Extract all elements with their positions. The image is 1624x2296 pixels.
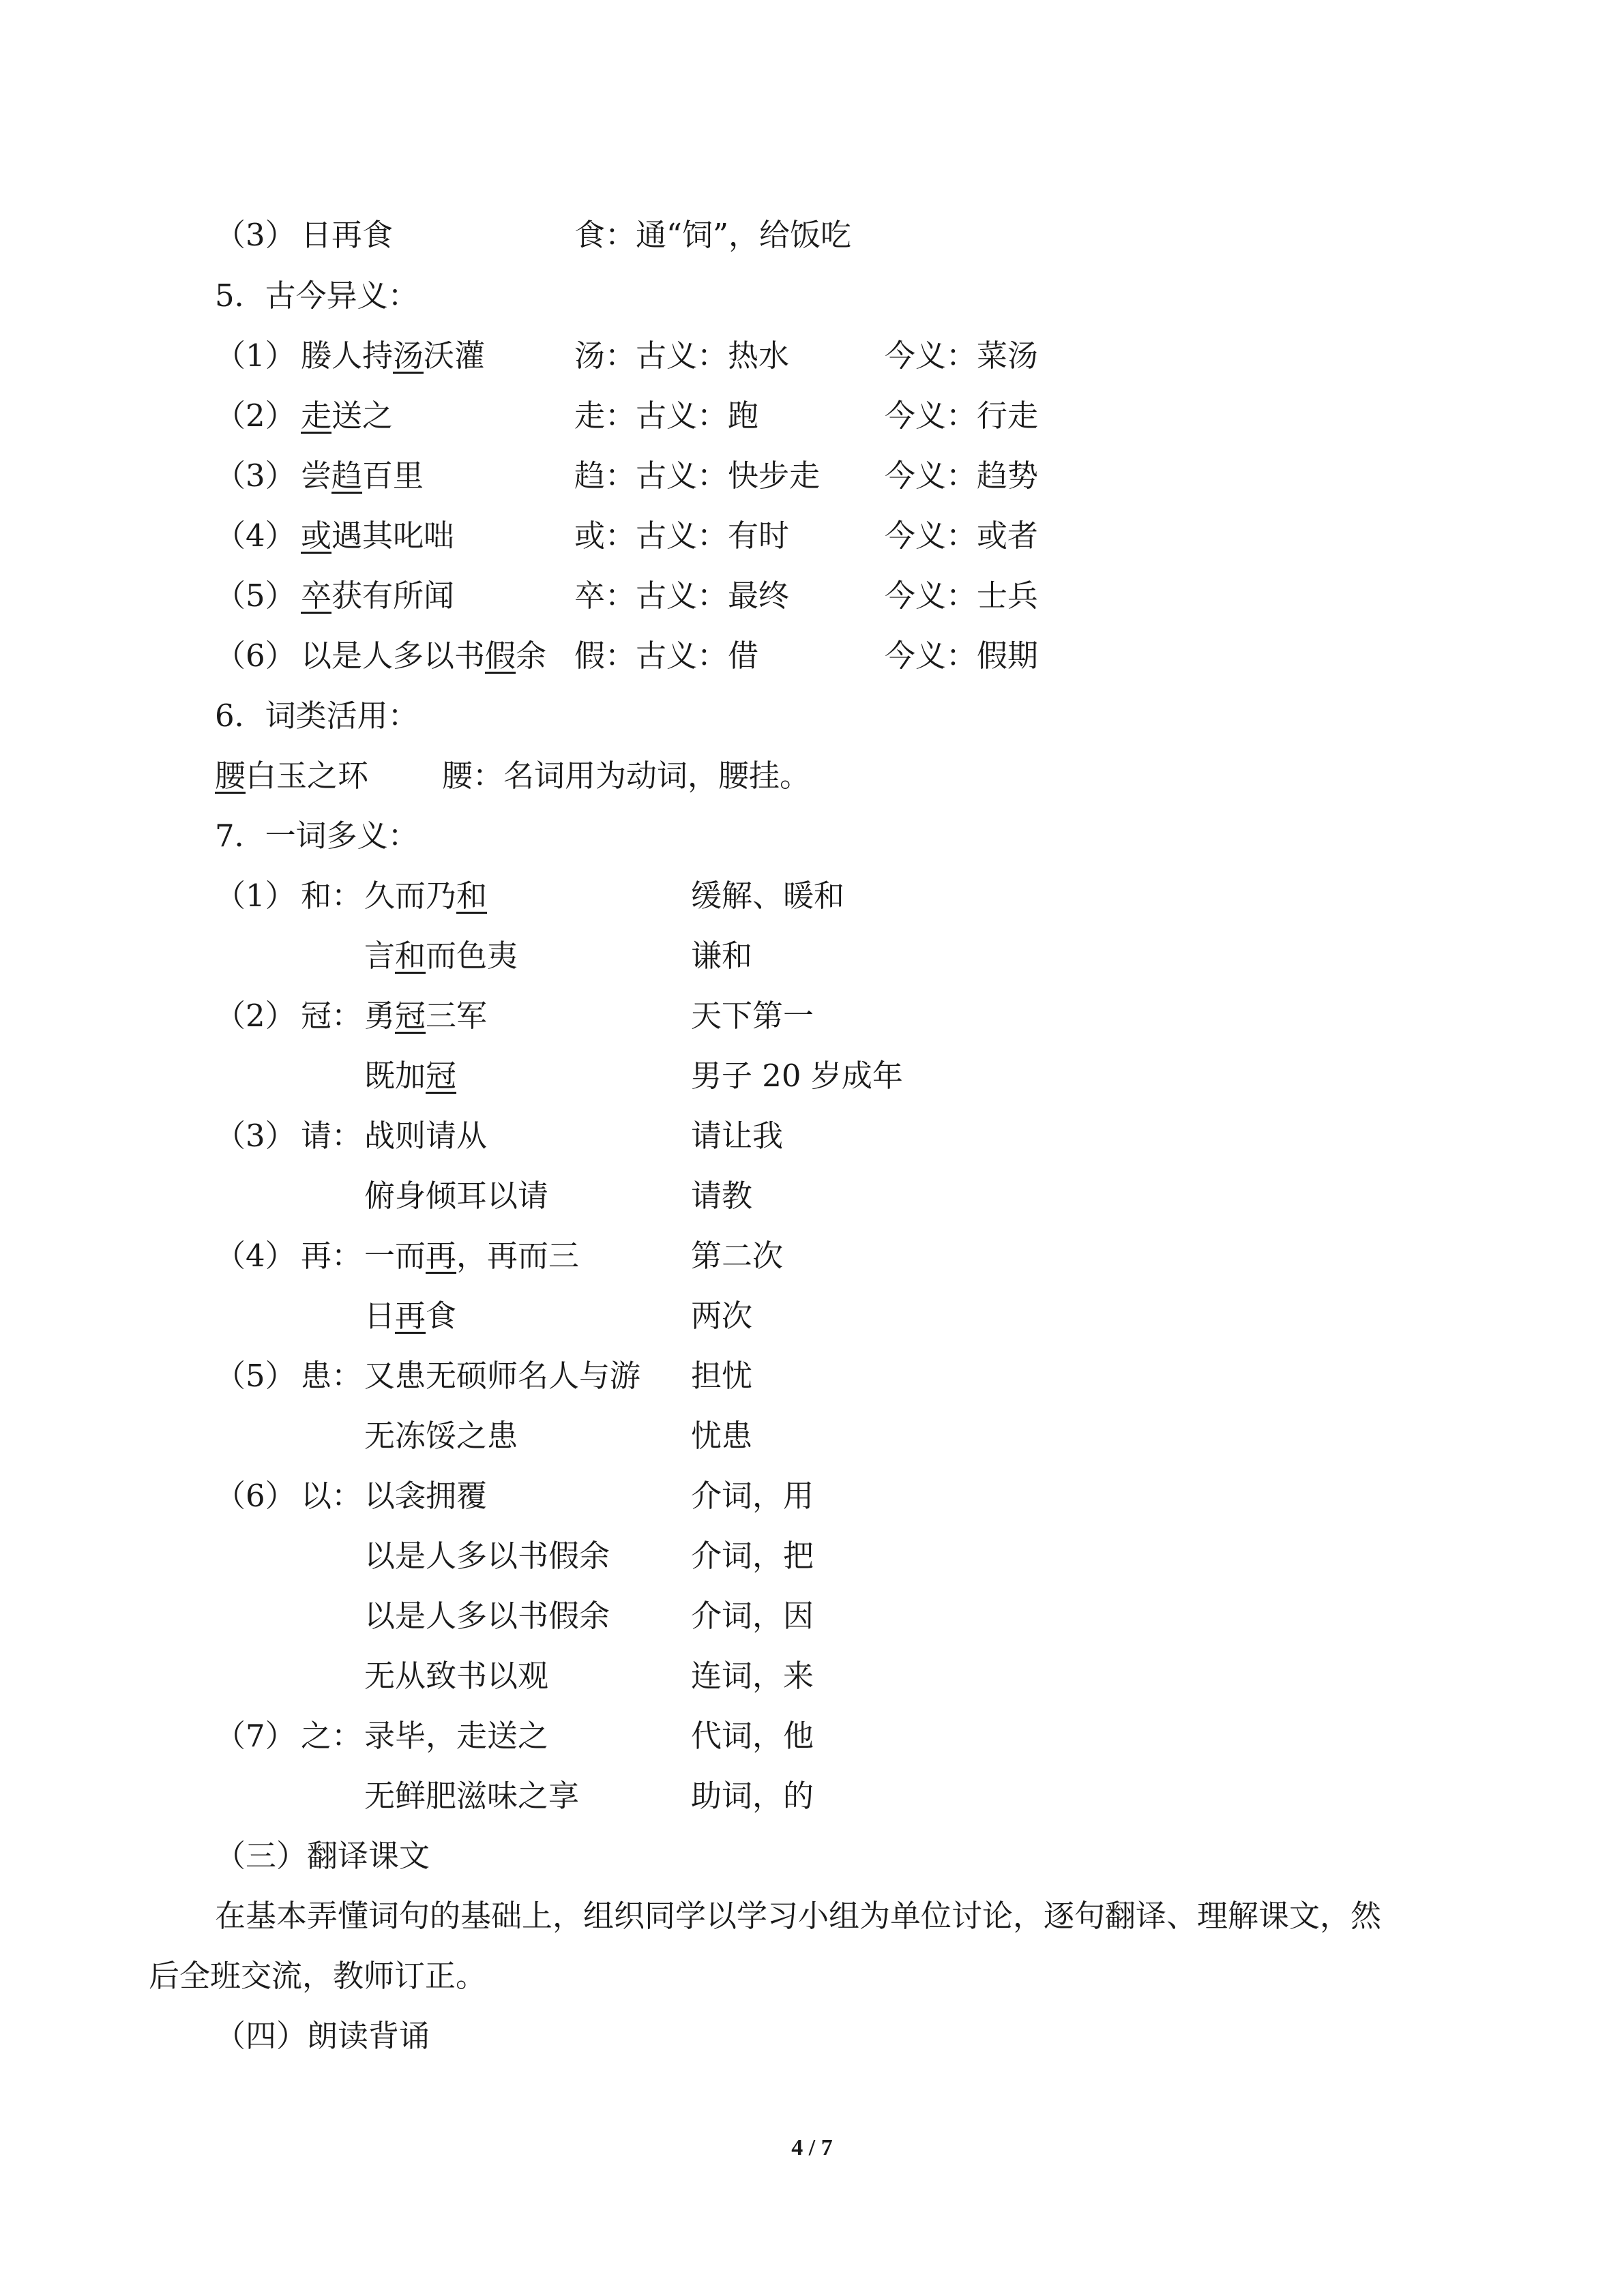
polysemy-row: [0, 936, 1624, 976]
meaning: 请让我: [691, 1118, 784, 1154]
item-index: （5）: [215, 1358, 296, 1394]
page-number: 4 / 7: [791, 2135, 833, 2160]
ancient-meaning: 或：古义：有时: [574, 518, 790, 554]
underlined-word: 冠: [395, 998, 426, 1034]
item-index: （2）: [215, 398, 296, 434]
underlined-word: 再: [395, 1298, 426, 1334]
example-sentence: 以是人多以书假余: [364, 1598, 610, 1634]
section5-row: [0, 396, 1624, 436]
example-sentence: 以是人多以书假余: [301, 638, 547, 674]
part3-heading: （三）翻译课文: [215, 1838, 430, 1874]
polysemy-row: [0, 1236, 1624, 1277]
meaning: 两次: [691, 1298, 753, 1334]
item-index: （3）: [215, 458, 296, 494]
section6-heading: 6．词类活用：: [215, 698, 419, 734]
polysemy-word: 请：: [301, 1118, 363, 1154]
example-sentence: 卒获有所闻: [301, 578, 455, 614]
example-sentence: 又患无硕师名人与游: [364, 1358, 641, 1394]
item-index: （7）: [215, 1718, 296, 1754]
modern-meaning: 今义：假期: [885, 638, 1039, 674]
polysemy-row: [0, 876, 1624, 916]
item-index: （5）: [215, 578, 296, 614]
ancient-meaning: 假：古义：借: [574, 638, 759, 674]
polysemy-word: 之：: [301, 1718, 363, 1754]
modern-meaning: 今义：行走: [885, 398, 1039, 434]
underlined-word: 和: [395, 938, 426, 974]
section5-row: [0, 636, 1624, 676]
polysemy-row: [0, 1416, 1624, 1457]
example-sentence: 战则请从: [364, 1118, 488, 1154]
meaning: 第二次: [691, 1238, 784, 1274]
polysemy-row: [0, 1056, 1624, 1097]
example-sentence: 日再食: [301, 217, 394, 253]
example-sentence: 尝趋百里: [301, 458, 424, 494]
polysemy-word: 患：: [301, 1358, 363, 1394]
item-index: （4）: [215, 1238, 296, 1274]
polysemy-row: [0, 1656, 1624, 1697]
polysemy-row: [0, 1596, 1624, 1637]
example-sentence: 腰白玉之环: [215, 758, 369, 794]
meaning: 缓解、暖和: [691, 878, 845, 914]
part4-heading: （四）朗读背诵: [215, 2018, 430, 2054]
section5-row: [0, 576, 1624, 616]
polysemy-row: [0, 1776, 1624, 1817]
polysemy-word: 以：: [301, 1478, 363, 1514]
polysemy-row: [0, 996, 1624, 1037]
polysemy-word: 再：: [301, 1238, 363, 1274]
underlined-word: 假: [485, 638, 516, 674]
underlined-word: 趋: [331, 458, 363, 494]
section6-row: [0, 756, 1624, 796]
example-sentence: 走送之: [301, 398, 394, 434]
meaning: 连词，来: [691, 1658, 814, 1694]
example-sentence: 或遇其叱咄: [301, 518, 455, 554]
example-sentence: 日再食: [364, 1298, 457, 1334]
example-sentence: 言和而色夷: [364, 938, 518, 974]
example-sentence: 无从致书以观: [364, 1658, 549, 1694]
item-index: （3）: [215, 217, 296, 253]
item-index: （6）: [215, 638, 296, 674]
modern-meaning: 今义：菜汤: [885, 338, 1039, 374]
section5-row: [0, 336, 1624, 376]
ancient-meaning: 走：古义：跑: [574, 398, 759, 434]
ancient-meaning: 趋：古义：快步走: [574, 458, 821, 494]
example-sentence: 俯身倾耳以请: [364, 1178, 549, 1214]
polysemy-row: [0, 1356, 1624, 1397]
polysemy-row: [0, 1536, 1624, 1577]
example-sentence: 媵人持汤沃灌: [301, 338, 486, 374]
item-index: （2）: [215, 998, 296, 1034]
underlined-word: 走: [301, 398, 332, 434]
meaning: 谦和: [691, 938, 753, 974]
meaning: 男子 20 岁成年: [691, 1058, 903, 1094]
underlined-word: 或: [301, 518, 332, 554]
section5-heading: 5．古今异义：: [215, 278, 419, 314]
underlined-word: 汤: [393, 338, 424, 374]
part3-paragraph-line1: 在基本弄懂词句的基础上，组织同学以学习小组为单位讨论，逐句翻译、理解课文，然: [215, 1898, 1382, 1934]
item-index: （1）: [215, 338, 296, 374]
polysemy-word: 冠：: [301, 998, 363, 1034]
section4-item-3: [0, 215, 1624, 256]
meaning: 代词，他: [691, 1718, 814, 1754]
example-sentence: 录毕，走送之: [364, 1718, 549, 1754]
ancient-meaning: 汤：古义：热水: [574, 338, 790, 374]
polysemy-row: [0, 1116, 1624, 1157]
item-index: （6）: [215, 1478, 296, 1514]
part3-paragraph-line2: 后全班交流，教师订正。: [149, 1958, 487, 1994]
modern-meaning: 今义：士兵: [885, 578, 1039, 614]
section5-row: [0, 516, 1624, 556]
example-sentence: 无鲜肥滋味之享: [364, 1778, 580, 1814]
meaning: 天下第一: [691, 998, 814, 1034]
meaning: 请教: [691, 1178, 753, 1214]
example-sentence: 以是人多以书假余: [364, 1538, 610, 1574]
section5-row: [0, 456, 1624, 496]
meaning: 助词，的: [691, 1778, 814, 1814]
example-sentence: 久而乃和: [364, 878, 488, 914]
polysemy-row: [0, 1476, 1624, 1517]
polysemy-word: 和：: [301, 878, 363, 914]
underlined-word: 腰: [215, 758, 246, 794]
underlined-word: 和: [456, 878, 488, 914]
ancient-meaning: 卒：古义：最终: [574, 578, 790, 614]
polysemy-row: [0, 1716, 1624, 1757]
item-index: （4）: [215, 518, 296, 554]
modern-meaning: 今义：或者: [885, 518, 1039, 554]
underlined-word: 再: [426, 1238, 457, 1274]
example-sentence: 勇冠三军: [364, 998, 488, 1034]
example-sentence: 既加冠: [364, 1058, 457, 1094]
annotation: 腰：名词用为动词，腰挂。: [442, 758, 811, 794]
polysemy-row: [0, 1296, 1624, 1337]
section7-heading: 7．一词多义：: [215, 818, 419, 854]
polysemy-row: [0, 1176, 1624, 1217]
example-sentence: 无冻馁之患: [364, 1418, 518, 1454]
item-index: （3）: [215, 1118, 296, 1154]
item-index: （1）: [215, 878, 296, 914]
annotation: 食：通“饲”，给饭吃: [574, 217, 852, 253]
meaning: 介词，因: [691, 1598, 814, 1634]
modern-meaning: 今义：趋势: [885, 458, 1039, 494]
meaning: 担忧: [691, 1358, 753, 1394]
example-sentence: 一而再，再而三: [364, 1238, 580, 1274]
meaning: 介词，把: [691, 1538, 814, 1574]
underlined-word: 卒: [301, 578, 332, 614]
underlined-word: 冠: [426, 1058, 457, 1094]
example-sentence: 以衾拥覆: [364, 1478, 488, 1514]
meaning: 忧患: [691, 1418, 753, 1454]
meaning: 介词，用: [691, 1478, 814, 1514]
